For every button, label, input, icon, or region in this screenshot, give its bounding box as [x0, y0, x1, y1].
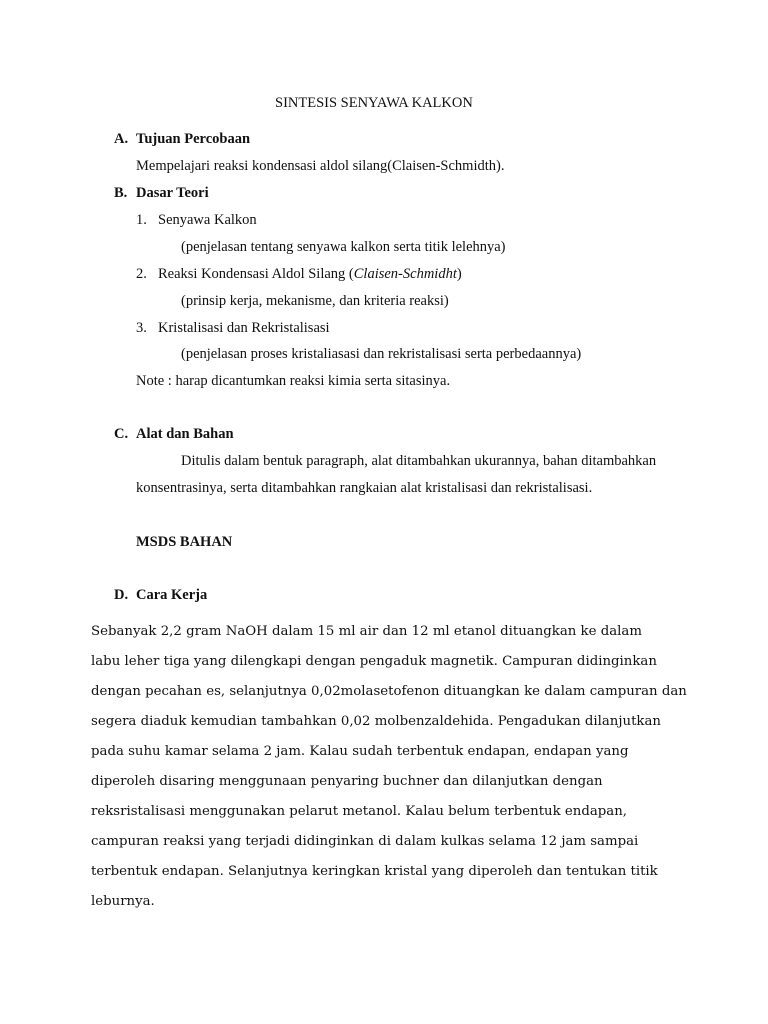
list-item-number: 1. — [136, 212, 147, 228]
section-b-marker: B. — [114, 185, 128, 201]
list-item-label: Senyawa Kalkon — [158, 212, 257, 228]
section-c-line: Ditulis dalam bentuk paragraph, alat ditambahkan ukurannya, bahan ditambahkan — [181, 453, 657, 469]
msds-heading: MSDS BAHAN — [136, 534, 233, 550]
section-a-heading: Tujuan Percobaan — [136, 131, 251, 147]
procedure-line: terbentuk endapan. Selanjutnya keringkan kristal yang diperoleh dan tentukan titik — [91, 864, 658, 879]
section-a-text: Mempelajari reaksi kondensasi aldol silang(Claisen-Schmidth). — [136, 158, 505, 174]
procedure-line: leburnya. — [91, 894, 155, 909]
procedure-line: Sebanyak 2,2 gram NaOH dalam 15 ml air dan 12 ml etanol dituangkan ke dalam — [91, 624, 642, 639]
list-item-description: (penjelasan proses kristaliasasi dan rekristalisasi serta perbedaannya) — [181, 346, 582, 362]
procedure-line: segera diaduk kemudian tambahkan 0,02 molbenzaldehida. Pengadukan dilanjutkan — [91, 714, 661, 729]
procedure-line: pada suhu kamar selama 2 jam. Kalau sudah terbentuk endapan, endapan yang — [91, 744, 629, 759]
list-item-number: 2. — [136, 266, 147, 282]
section-b-heading: Dasar Teori — [136, 185, 209, 201]
label-text-end: ) — [456, 266, 462, 282]
section-a-marker: A. — [114, 131, 129, 147]
label-italic-text: Claisen-Schmidht — [353, 266, 457, 282]
procedure-line: diperoleh disaring menggunaan penyaring buchner dan dilanjutkan dengan — [91, 774, 603, 789]
list-item-label — [158, 267, 462, 282]
section-d-heading: Cara Kerja — [136, 587, 208, 603]
procedure-line: dengan pecahan es, selanjutnya 0,02molasetofenon dituangkan ke dalam campuran dan — [91, 684, 687, 699]
section-c-heading: Alat dan Bahan — [136, 426, 234, 442]
procedure-line: campuran reaksi yang terjadi didinginkan di dalam kulkas selama 12 jam sampai — [91, 834, 639, 849]
page-title: SINTESIS SENYAWA KALKON — [275, 95, 473, 111]
list-item-description: (penjelasan tentang senyawa kalkon serta titik lelehnya) — [181, 239, 506, 255]
note-text: Note : harap dicantumkan reaksi kimia serta sitasinya. — [136, 373, 451, 389]
section-c-marker: C. — [114, 426, 129, 442]
list-item-label: Kristalisasi dan Rekristalisasi — [158, 320, 330, 336]
procedure-line: labu leher tiga yang dilengkapi dengan pengaduk magnetik. Campuran didinginkan — [91, 654, 657, 669]
label-text: Reaksi Kondensasi Aldol Silang ( — [158, 266, 354, 282]
procedure-line: reksristalisasi menggunakan pelarut metanol. Kalau belum terbentuk endapan, — [91, 804, 628, 819]
section-d-marker: D. — [114, 587, 129, 603]
section-c-line: konsentrasinya, serta ditambahkan rangkaian alat kristalisasi dan rekristalisasi. — [136, 480, 593, 496]
list-item-number: 3. — [136, 320, 147, 336]
list-item-description: (prinsip kerja, mekanisme, dan kriteria reaksi) — [181, 293, 449, 309]
